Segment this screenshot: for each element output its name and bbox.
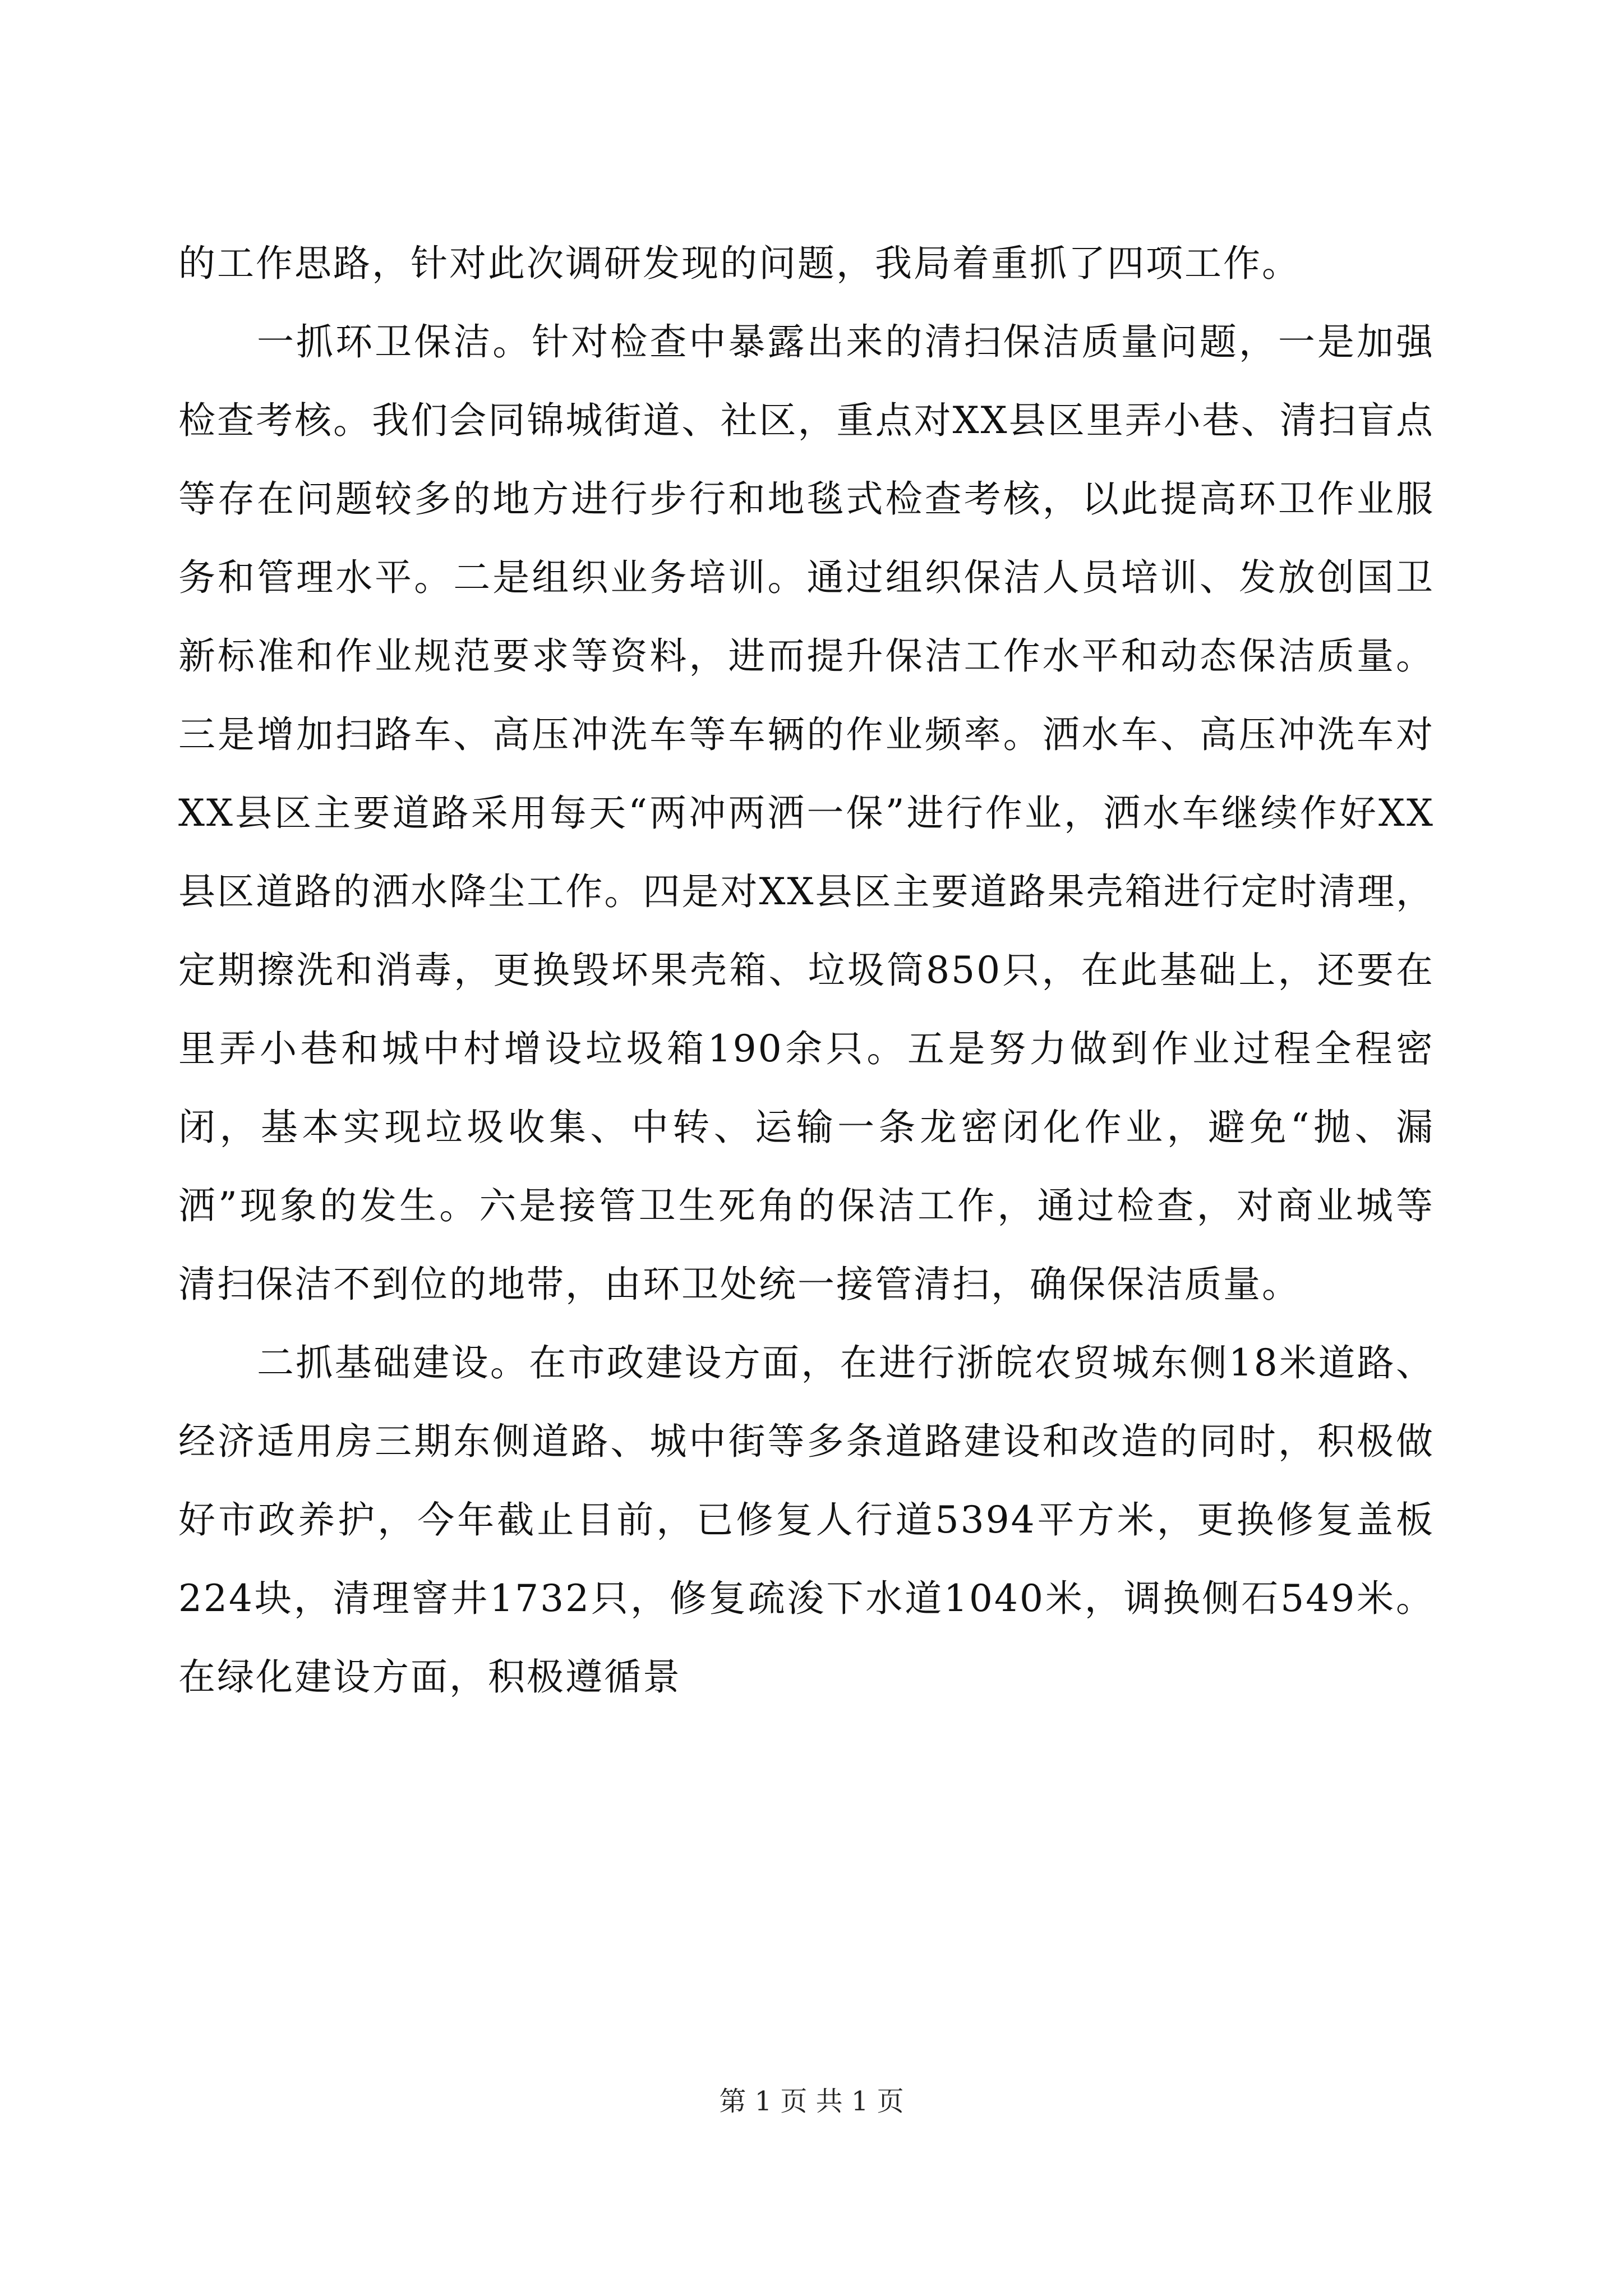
page-footer: 第 1 页 共 1 页 — [719, 2086, 904, 2117]
body-text — [178, 224, 1435, 1717]
paragraph-continuation: 的工作思路，针对此次调研发现的问题，我局着重抓了四项工作。 — [178, 242, 1301, 285]
paragraph-sanitation: 一抓环卫保洁。针对检查中暴露出来的清扫保洁质量问题，一是加强检查考核。我们会同锦城街道、社区，重点对XX县区里弄小巷、清扫盲点等存在问题较多的地方进行步行和地毯式检查考核，以此提高环卫作业服务和管理水平。二是组织业务培训。通过组织保洁人员培训、发放创国卫新标准和作业规范要求等资料，进而提升保洁工作水平和动态保洁质量。三是增加扫路车、高压冲洗车等车辆的作业频率。洒水车、高压冲洗车对XX县区主要道路采用每天“两冲两洒一保”进行作业，洒水车继续作好XX县区道路的洒水降尘工作。四是对XX县区主要道路果壳箱进行定时清理，定期擦洗和消毒，更换毁坏果壳箱、垃圾筒850只，在此基础上，还要在里弄小巷和城中村增设垃圾箱190余只。五是努力做到作业过程全程密闭，基本实现垃圾收集、中转、运输一条龙密闭化作业，避免“抛、漏洒”现象的发生。六是接管卫生死角的保洁工作，通过检查，对商业城等清扫保洁不到位的地带，由环卫处统一接管清扫，确保保洁质量。 — [178, 320, 1435, 1306]
paragraph-infrastructure: 二抓基础建设。在市政建设方面，在进行浙皖农贸城东侧18米道路、经济适用房三期东侧道路、城中街等多条道路建设和改造的同时，积极做好市政养护，今年截止目前，已修复人行道5394平方米，更换修复盖板224块，清理窨井1732只，修复疏浚下水道1040米，调换侧石549米。在绿化建设方面，积极遵循景 — [178, 1341, 1435, 1699]
